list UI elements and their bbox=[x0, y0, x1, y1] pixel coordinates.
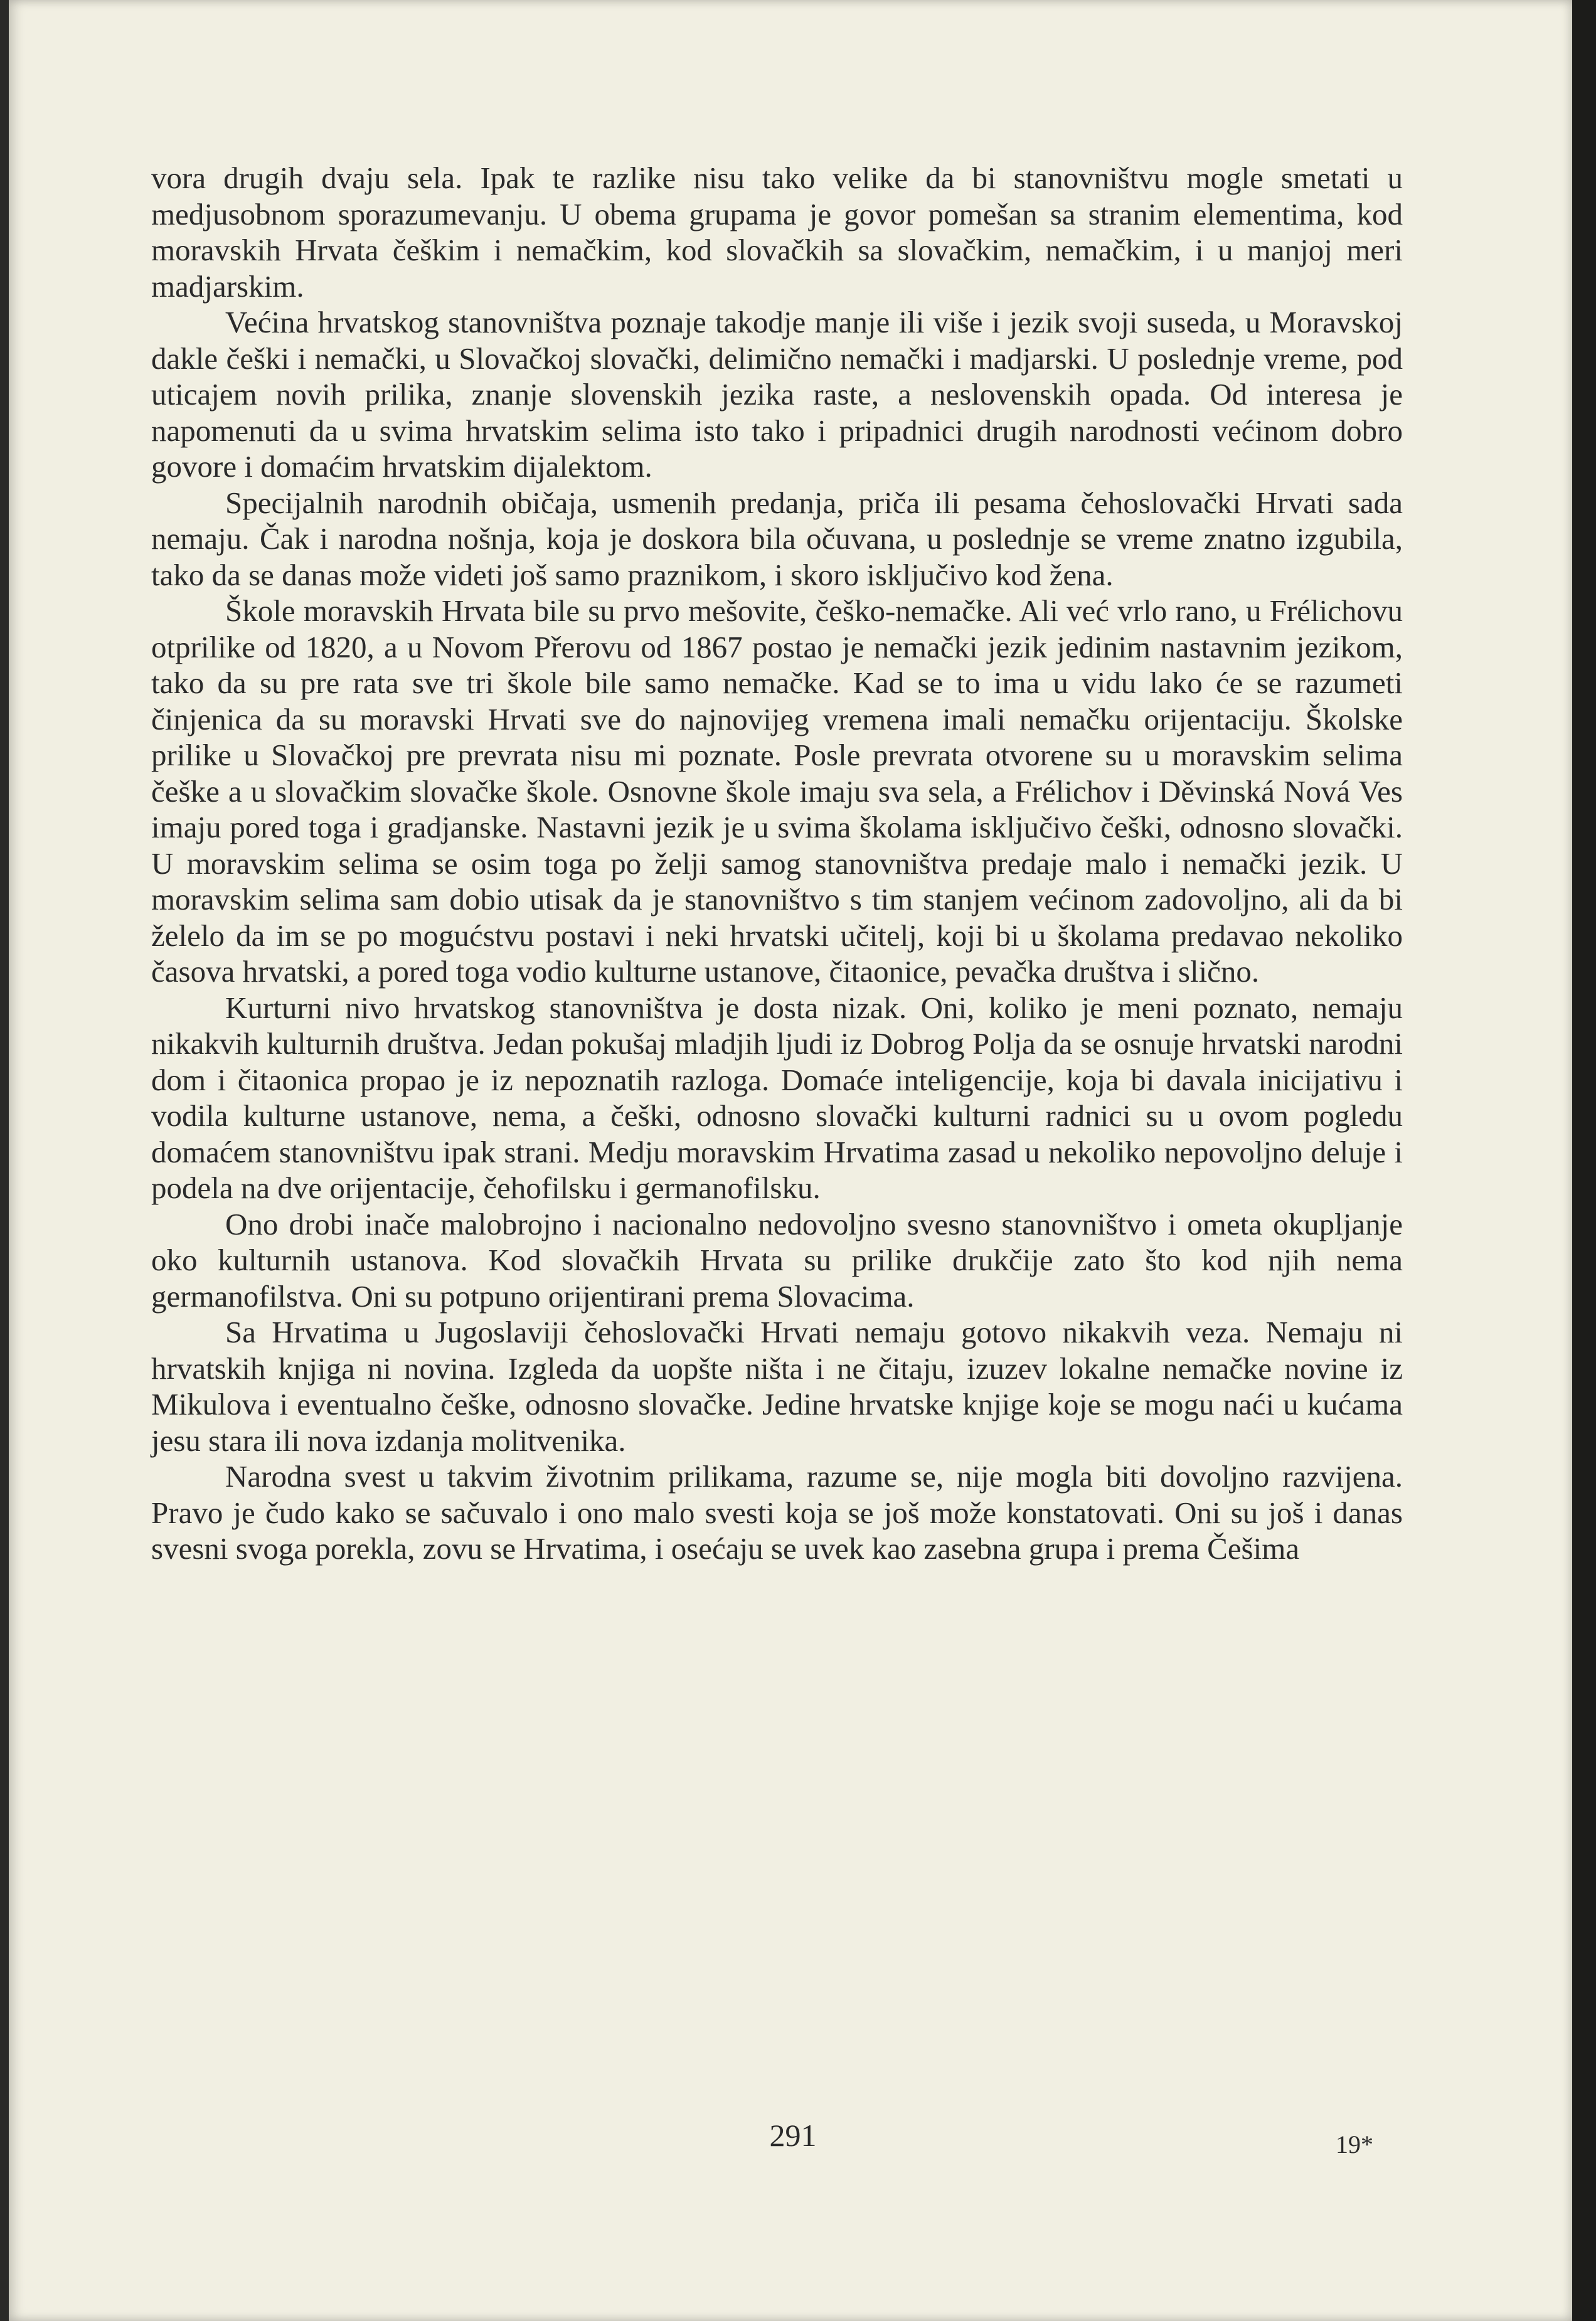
paragraph-5: Kurturni nivo hrvatskog stanovništva je dosta nizak. Oni, koliko je meni poznato, nemaju nikakvih kulturnih društva. Jedan pokušaj mladjih ljudi iz Dobrog Polja da se osnuje hrvatski narodni dom i čitaonica propao je iz nepoznatih razloga. Domaće inteligencije, koja bi davala inicijativu i vodila kulturne ustanove, nema, a češki, odnosno slovački kulturni radnici su u ovom pogledu domaćem stanovništvu ipak strani. Medju moravskim Hrvatima zasad u nekoliko nepovoljno deluje i podela na dve orijentacije, čehofilsku i germanofilsku. bbox=[151, 990, 1403, 1205]
paragraph-7: Sa Hrvatima u Jugoslaviji čehoslovački Hrvati nemaju gotovo nikakvih veza. Nemaju ni hrvatskih knjiga ni novina. Izgleda da uopšte ništa i ne čitaju, izuzev lokalne nemačke novine iz Mikulova i eventualno češke, odnosno slovačke. Jedine hrvatske knjige koje se mogu naći u kućama jesu stara ili nova izdanja molitvenika. bbox=[151, 1315, 1403, 1458]
signature-mark: 19* bbox=[1336, 2130, 1373, 2159]
paragraph-4: Škole moravskih Hrvata bile su prvo mešovite, češko-nemačke. Ali već vrlo rano, u Frélichovu otprilike od 1820, a u Novom Přerovu od 1867 postao je nemački jezik jedinim nastavnim jezikom, tako da su pre rata sve tri škole bile samo nemačke. Kad se to ima u vidu lako će se razumeti činjenica da su moravski Hrvati sve do najnovijeg vremena imali nemačku orijentaciju. Školske prilike u Slovačkoj pre prevrata nisu mi poznate. Posle prevrata otvorene su u moravskim selima češke a u slovačkim slovačke škole. Osnovne škole imaju sva sela, a Frélichov i Děvinská Nová Ves imaju pored toga i gradjanske. Nastavni jezik je u svima školama isključivo češki, odnosno slovački. U moravskim selima se osim toga po želji samog stanovništva predaje malo i nemački jezik. U moravskim selima sam dobio utisak da je stanovništvo s tim stanjem većinom zadovoljno, ali da bi želelo da im se po mogućstvu postavi i neki hrvatski učitelj, koji bi u školama predavao nekoliko časova hrvatski, a pored toga vodio kulturne ustanove, čitaonice, pevačka društva i slično. bbox=[151, 593, 1403, 989]
paragraph-3: Specijalnih narodnih običaja, usmenih predanja, priča ili pesama čehoslovački Hrvati sada nemaju. Čak i narodna nošnja, koja je doskora bila očuvana, u poslednje se vreme znatno izgubila, tako da se danas može videti još samo praznikom, i skoro isključivo kod žena. bbox=[151, 485, 1403, 592]
paragraph-8: Narodna svest u takvim životnim prilikama, razume se, nije mogla biti dovoljno razvijena. Pravo je čudo kako se sačuvalo i ono malo svesti koja se još može konstatovati. Oni su još i danas svesni svoga porekla, zovu se Hrvatima, i osećaju se uvek kao zasebna grupa i prema Češima bbox=[151, 1459, 1403, 1566]
paragraph-6: Ono drobi inače malobrojno i nacionalno nedovoljno svesno stanovništvo i ometa okupljanje oko kulturnih ustanova. Kod slovačkih Hrvata su prilike drukčije zato što kod njih nema germanofilstva. Oni su potpuno orijentirani prema Slovacima. bbox=[151, 1206, 1403, 1314]
paragraph-1: vora drugih dvaju sela. Ipak te razlike nisu tako velike da bi stanovništvu mogle smetati u medjusobnom sporazumevanju. U obema grupama je govor pomešan sa stranim elementima, kod moravskih Hrvata češkim i nemačkim, kod slovačkih sa slovačkim, nemačkim, i u manjoj meri madjarskim. bbox=[151, 161, 1403, 304]
body-text bbox=[151, 160, 1403, 1567]
page-number: 291 bbox=[769, 2118, 817, 2153]
scan-edge bbox=[1572, 0, 1596, 2321]
paragraph-2: Većina hrvatskog stanovništva poznaje takodje manje ili više i jezik svoji suseda, u Moravskoj dakle češki i nemački, u Slovačkoj slovački, delimično nemački i madjarski. U poslednje vreme, pod uticajem novih prilika, znanje slovenskih jezika raste, a neslovenskih opada. Od interesa je napomenuti da u svima hrvatskim selima isto tako i pripadnici drugih narodnosti većinom dobro govore i domaćim hrvatskim dijalektom. bbox=[151, 305, 1403, 484]
book-page bbox=[9, 0, 1572, 2321]
